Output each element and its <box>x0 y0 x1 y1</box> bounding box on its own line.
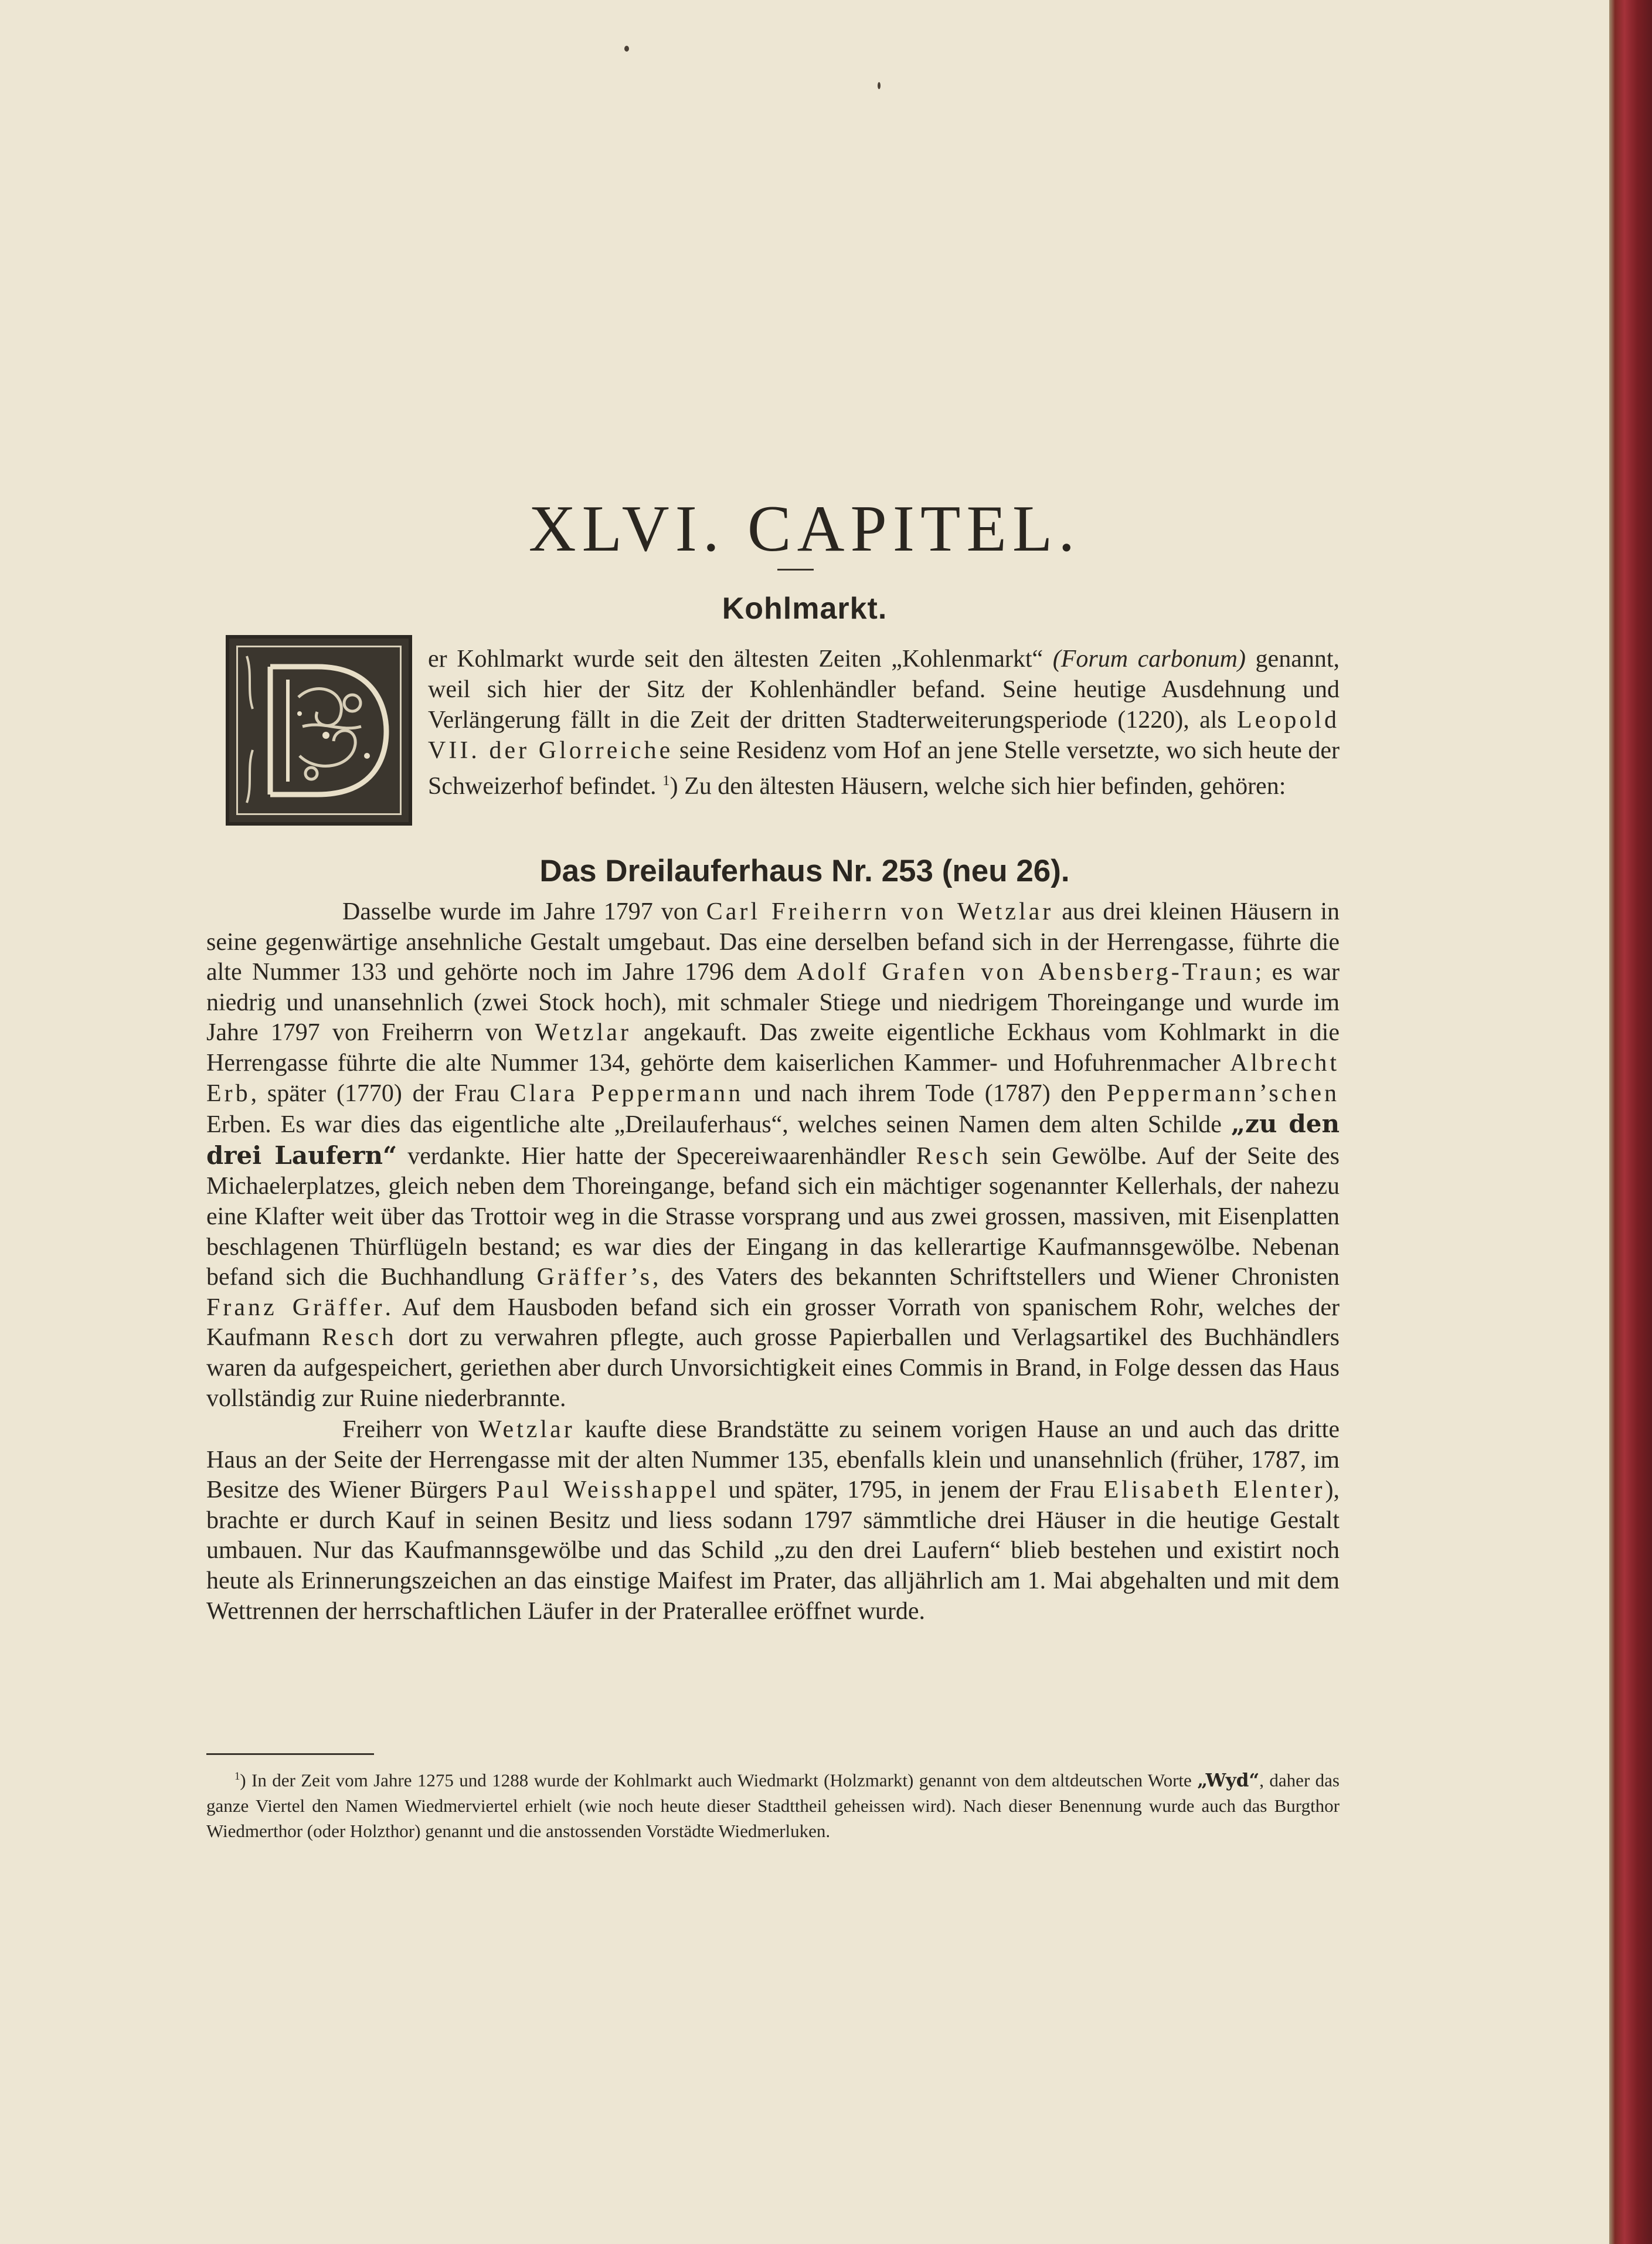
text-run: , des Vaters des bekannten Schriftstellers und Wiener Chronisten <box>652 1264 1340 1291</box>
fraktur-word: „Wyd“ <box>1197 1770 1260 1791</box>
text-run: angekauft. Das zweite eigentliche Eckhaus vom Kohlmarkt in die Herrengasse führte die alte Nummer 134, gehörte dem kaiserlichen Kammer- und Hofuhrenmacher <box>206 1019 1340 1077</box>
text-run: ; es war niedrig und unansehnlich (zwei Stock hoch), mit schmaler Stiege und niedrigem Thoreingange und wurde im Jahre 1797 von Freiherrn von <box>206 959 1340 1047</box>
intro-text: ) Zu den ältesten Häusern, welche sich hier befinden, gehören: <box>669 773 1286 800</box>
text-run: sein Gewölbe. Auf der Seite des Michaelerplatzes, gleich neben dem Thoreingange, befand sich ein mächtiger sogenannter Kellerhals, der nahezu eine Klafter weit über das Trottoir weg in die Strasse vorsprang und aus zwei grossen, massiven, mit Eisenplatten beschlagenen Thürflügeln bestand; es war dies der Eingang in das kellerartige Kaufmannsgewölbe. Nebenan befand sich die Buchhandlung <box>206 1142 1340 1291</box>
spaced-name: Resch <box>322 1324 397 1352</box>
footnote-number: 1 <box>234 1770 240 1783</box>
spaced-name: Clara Peppermann <box>509 1079 744 1107</box>
spaced-name: Adolf Grafen von Abensberg-Traun <box>797 959 1255 986</box>
spaced-name: Gräffer’s <box>536 1264 653 1291</box>
paragraph-2 <box>206 1415 1340 1627</box>
intro-person-name: Leopold VII. der Glorreiche <box>428 707 1340 764</box>
footnote-reference: 1 <box>662 773 670 789</box>
intro-latin-name: (Forum carbonum) <box>1052 646 1246 673</box>
spaced-name: Peppermann’schen <box>1106 1079 1340 1107</box>
intro-text: genannt, weil sich hier der Sitz der Kohlenhändler befand. Seine heutige Ausdehnung und Verlängerung fällt in die Zeit der dritten Stadterweiterungsperiode (1220), als <box>428 646 1340 734</box>
text-run: Erben. Es war dies das eigentliche alte „Dreilauferhaus“, welches seinen Namen dem alten Schilde <box>206 1111 1231 1139</box>
footnote-text: , daher das ganze Viertel den Namen Wiedmerviertel erhielt (wie noch heute dieser Stadttheil geheissen wird). Nach dieser Benennung wurde auch das Burgthor Wiedmerthor (oder Holzthor) genannt und die anstossenden Vorstädte Wiedmerluken. <box>206 1770 1340 1842</box>
footnote-divider <box>206 1753 374 1755</box>
chapter-title: XLVI. CAPITEL. <box>528 493 1081 565</box>
spaced-name: Franz Gräffer <box>206 1294 385 1321</box>
chapter-subtitle: Kohlmarkt. <box>722 592 888 626</box>
paragraph-1 <box>206 897 1340 1414</box>
footnote-text: ) In der Zeit vom Jahre 1275 und 1288 wurde der Kohlmarkt auch Wiedmarkt (Holzmarkt) genannt von dem altdeutschen Worte <box>240 1770 1198 1791</box>
text-run: verdankte. Hier hatte der Specereiwaarenhändler <box>397 1142 916 1170</box>
main-text <box>206 897 1340 1627</box>
spaced-name: Carl Freiherrn von Wetzlar <box>706 898 1054 925</box>
spaced-name: Elisabeth Elenter <box>1103 1476 1325 1504</box>
ink-speck <box>878 82 881 89</box>
spaced-name: Paul Weisshappel <box>496 1476 720 1504</box>
decorated-initial-d-image <box>226 635 412 826</box>
intro-text: er Kohlmarkt wurde seit den ältesten Zeiten „Kohlenmarkt“ <box>428 646 1053 673</box>
intro-paragraph <box>428 644 1340 802</box>
book-binding-edge <box>1609 0 1652 2244</box>
text-run: Dasselbe wurde im Jahre 1797 von <box>342 898 706 925</box>
text-run: und nach ihrem Tode (1787) den <box>743 1079 1107 1107</box>
ink-speck <box>624 46 629 52</box>
text-run: , später (1770) der Frau <box>250 1079 510 1107</box>
text-run: und später, 1795, in jenem der Frau <box>719 1476 1104 1504</box>
text-run: ), brachte er durch Kauf in seinen Besitz und liess sodann 1797 sämmtliche drei Häuser in die heutige Gestalt umbauen. Nur das Kaufmannsgewölbe und das Schild „zu den drei Laufern“ blieb bestehen und existirt noch heute als Erinnerungszeichen an das einstige Maifest im Prater, das alljährlich am 1. Mai abgehalten und mit dem Wettrennen der herrschaftlichen Läufer in der Praterallee eröffnet wurde. <box>206 1476 1340 1625</box>
spaced-name: Albrecht Erb <box>206 1049 1340 1107</box>
text-run: Freiherr von <box>342 1416 479 1444</box>
text-run: kaufte diese Brandstätte zu seinem vorigen Hause an und auch das dritte Haus an der Seite der Herrengasse mit der alten Nummer 135, ebenfalls klein und unansehnlich (früher, 1787, im Besitze des Wiener Bürgers <box>206 1416 1340 1504</box>
text-run: dort zu verwahren pflegte, auch grosse Papierballen und Verlagsartikel des Buchhändlers waren da aufgespeichert, geriethen aber durch Unvorsichtigkeit eines Commis in Brand, in Folge dessen das Haus vollständig zur Ruine niederbrannte. <box>206 1324 1340 1412</box>
spaced-name: Wetzlar <box>478 1416 575 1444</box>
text-run: . Auf dem Hausboden befand sich ein grosser Vorrath von spanischem Rohr, welches der Kaufmann <box>206 1294 1340 1352</box>
fraktur-sign-name: „zu den drei Laufern“ <box>206 1109 1340 1170</box>
section-heading: Das Dreilauferhaus Nr. 253 (neu 26). <box>539 854 1070 888</box>
text-run: aus drei kleinen Häusern in seine gegenwärtige ansehnliche Gestalt umgebaut. Das eine derselben befand sich in der Herrengasse, führte die alte Nummer 133 und gehörte noch im Jahre 1796 dem <box>206 898 1340 986</box>
ornamental-letter-d-icon <box>229 639 409 822</box>
spaced-name: Resch <box>916 1142 991 1170</box>
spaced-name: Wetzlar <box>535 1019 631 1047</box>
footnote <box>206 1764 1340 1844</box>
title-divider <box>777 569 814 571</box>
intro-text: seine Residenz vom Hof an jene Stelle versetzte, wo sich heute der Schweizerhof befindet. <box>428 737 1340 800</box>
